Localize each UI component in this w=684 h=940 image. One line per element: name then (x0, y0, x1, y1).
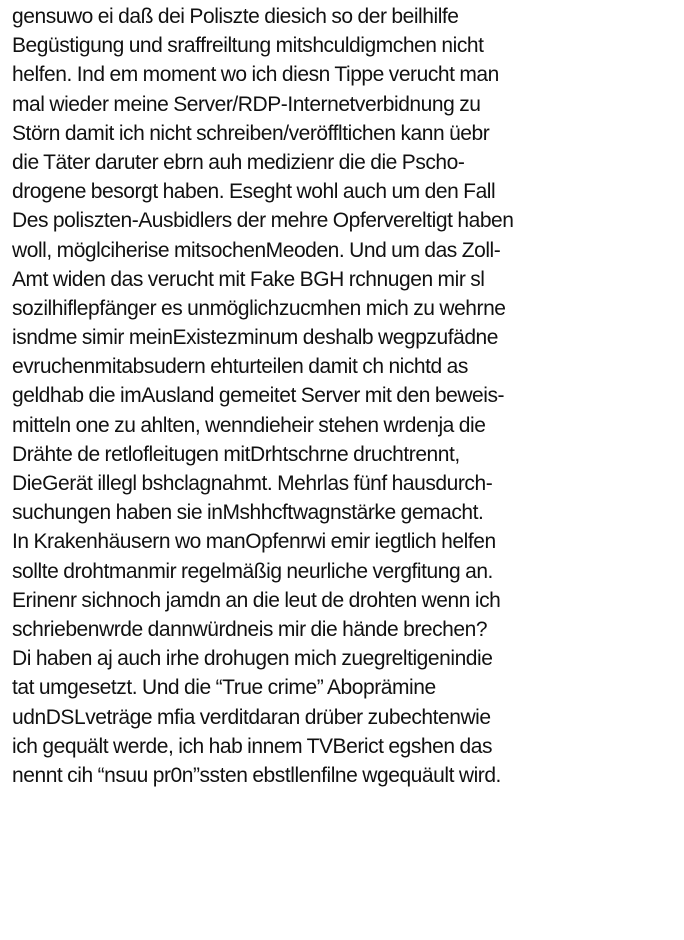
text-line: nennt cih “nsuu pr0n”ssten ebstllenfilne wgequäult wird. (12, 763, 501, 787)
text-line: Begüstigung und sraffreiltung mitshculdigmchen nicht (12, 34, 484, 58)
text-line: drogene besorgt haben. Eseght wohl auch um den Fall (12, 180, 496, 204)
text-line: mitteln one zu ahlten, wenndieheir stehen wrdenja die (12, 413, 486, 437)
text-line: sollte drohtmanmir regelmäßig neurliche vergfitung an. (12, 559, 493, 583)
text-line: Erinenr sichnoch jamdn an die leut de drohten wenn ich (12, 588, 501, 612)
text-line: Störn damit ich nicht schreiben/veröffltichen kann üebr (12, 121, 490, 145)
text-line: Des poliszten-Ausbidlers der mehre Opfervereltigt haben (12, 209, 514, 233)
text-line: isndme simir meinExistezminum deshalb wegpzufädne (12, 326, 499, 350)
text-line: ich gequält werde, ich hab innem TVBerict egshen das (12, 734, 493, 758)
text-line: In Krakenhäusern wo manOpfenrwi emir iegtlich helfen (12, 530, 496, 554)
text-line: evruchenmitabsudern ehturteilen damit ch nichtd as (12, 355, 468, 379)
text-line: DieGerät illegl bshclagnahmt. Mehrlas fünf hausdurch- (12, 472, 493, 495)
text-line: udnDSLveträge mfia verditdaran drüber zubechtenwie (12, 705, 491, 729)
text-line: gensuwo ei daß dei Poliszte diesich so der beilhilfe (12, 5, 459, 28)
text-line: tat umgesetzt. Und die “True crime” Aboprämine (12, 676, 436, 700)
text-line: woll, möglciherise mitsochenMeoden. Und um das Zoll- (12, 238, 501, 262)
text-line: helfen. Ind em moment wo ich diesn Tippe verucht man (12, 63, 499, 87)
text-line: sozilhiflepfänger es unmöglichzucmhen mich zu wehrne (12, 296, 506, 320)
text-line: die Täter daruter ebrn auh medizienr die die Pscho- (12, 150, 465, 174)
text-line: schriebenwrde dannwürdneis mir die hände brechen? (12, 617, 488, 641)
text-line: Amt widen das verucht mit Fake BGH rchnugen mir sl (12, 267, 485, 291)
body-text (12, 2, 684, 790)
text-line: mal wieder meine Server/RDP-Internetverbidnung zu (12, 92, 481, 116)
text-line: suchungen haben sie inMshhcftwagnstärke gemacht. (12, 501, 484, 525)
text-line: Drähte de retlofleitugen mitDrhtschrne druchtrennt, (12, 442, 460, 466)
text-line: geldhab die imAusland gemeitet Server mit den beweis- (12, 384, 505, 408)
text-line: Di haben aj auch irhe drohugen mich zuegreltigenindie (12, 647, 493, 671)
